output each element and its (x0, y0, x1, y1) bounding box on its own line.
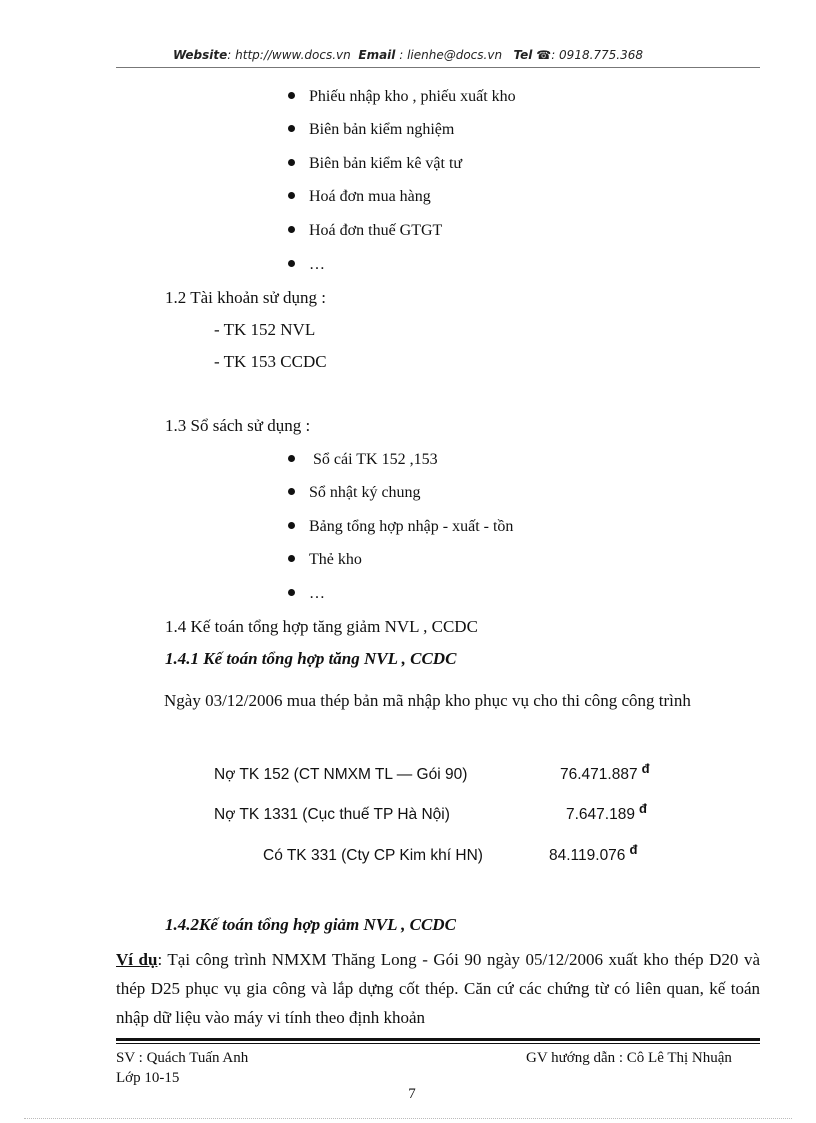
list-item: Bảng tổng hợp nhập - xuất - tồn (288, 518, 513, 536)
bullet-icon (288, 488, 295, 495)
student-name: SV : Quách Tuấn Anh (116, 1050, 249, 1066)
bullet-icon (288, 589, 295, 596)
advisor-name: GV hướng dẫn : Cô Lê Thị Nhuận (526, 1050, 732, 1066)
page-edge (24, 1118, 792, 1119)
subsection-1-4-2-title: 1.4.2Kế toán tổng hợp giảm NVL , CCDC (165, 915, 456, 934)
account-item: - TK 153 CCDC (214, 352, 327, 371)
website-label: Website (172, 48, 228, 62)
list-item: Hoá đơn mua hàng (288, 188, 431, 206)
list-item: Sổ cái TK 152 ,153 (288, 451, 438, 469)
subsection-1-4-1-title: 1.4.1 Kế toán tổng hợp tăng NVL , CCDC (165, 649, 457, 668)
bullet-icon (288, 92, 295, 99)
class-name: Lớp 10-15 (116, 1070, 180, 1086)
paragraph-purchase: Ngày 03/12/2006 mua thép bản mã nhập kho phục vụ cho thi công công trình (164, 691, 691, 710)
list-item: Sổ nhật ký chung (288, 484, 421, 502)
page-header (0, 48, 816, 62)
page-number: 7 (408, 1086, 416, 1102)
bullet-icon (288, 455, 295, 462)
account-item: - TK 152 NVL (214, 320, 316, 339)
entry-amount: 7.647.189 $^đ$ (566, 801, 647, 823)
list-item: Hoá đơn thuế GTGT (288, 222, 442, 240)
list-item: Biên bản kiểm kê vật tư (288, 155, 462, 173)
email-value: : lienhe@docs.vn (395, 48, 503, 62)
paragraph-example (116, 945, 760, 1032)
entry-amount: 84.119.076 $^đ$ (549, 842, 638, 864)
example-text: : Tại công trình NMXM Thăng Long - Gói 90 ngày 05/12/2006 xuất kho thép D20 và thép D25 phục vụ gia công và lắp dựng cốt thép. Căn cứ các chứng từ có liên quan, kế toán nhập dữ liệu vào máy vi tính theo định khoản (116, 950, 760, 1027)
entry-amount: 76.471.887 $^đ$ (560, 761, 650, 783)
tel-label: Tel (513, 48, 533, 62)
section-1-3-title: 1.3 Sổ sách sử dụng : (165, 416, 311, 435)
example-label: Ví dụ (116, 950, 158, 969)
bullet-icon (288, 522, 295, 529)
entry-label: Nợ TK 152 (CT NMXM TL — Gói 90) (214, 766, 468, 783)
footer-divider-thick (116, 1038, 760, 1041)
entry-label: Nợ TK 1331 (Cục thuế TP Hà Nội) (214, 806, 450, 823)
entry-label: Có TK 331 (Cty CP Kim khí HN) (263, 847, 483, 864)
tel-value: : 0918.775.368 (551, 48, 644, 62)
bullet-icon (288, 159, 295, 166)
section-1-4-title: 1.4 Kế toán tổng hợp tăng giảm NVL , CCDC (165, 617, 478, 636)
footer-divider-thin (116, 1043, 760, 1044)
bullet-icon (288, 555, 295, 562)
list-item: … (288, 256, 325, 274)
list-item: Thẻ kho (288, 551, 362, 569)
list-item: Phiếu nhập kho , phiếu xuất kho (288, 88, 516, 106)
bullet-icon (288, 192, 295, 199)
section-1-2-title: 1.2 Tài khoản sử dụng : (165, 288, 326, 307)
list-item: Biên bản kiểm nghiệm (288, 121, 454, 139)
phone-icon: ☎ (536, 48, 552, 62)
email-label: Email (358, 48, 396, 62)
header-divider (116, 67, 760, 68)
bullet-icon (288, 260, 295, 267)
bullet-icon (288, 125, 295, 132)
bullet-icon (288, 226, 295, 233)
website-value: : http://www.docs.vn (227, 48, 351, 62)
list-item: … (288, 585, 325, 603)
